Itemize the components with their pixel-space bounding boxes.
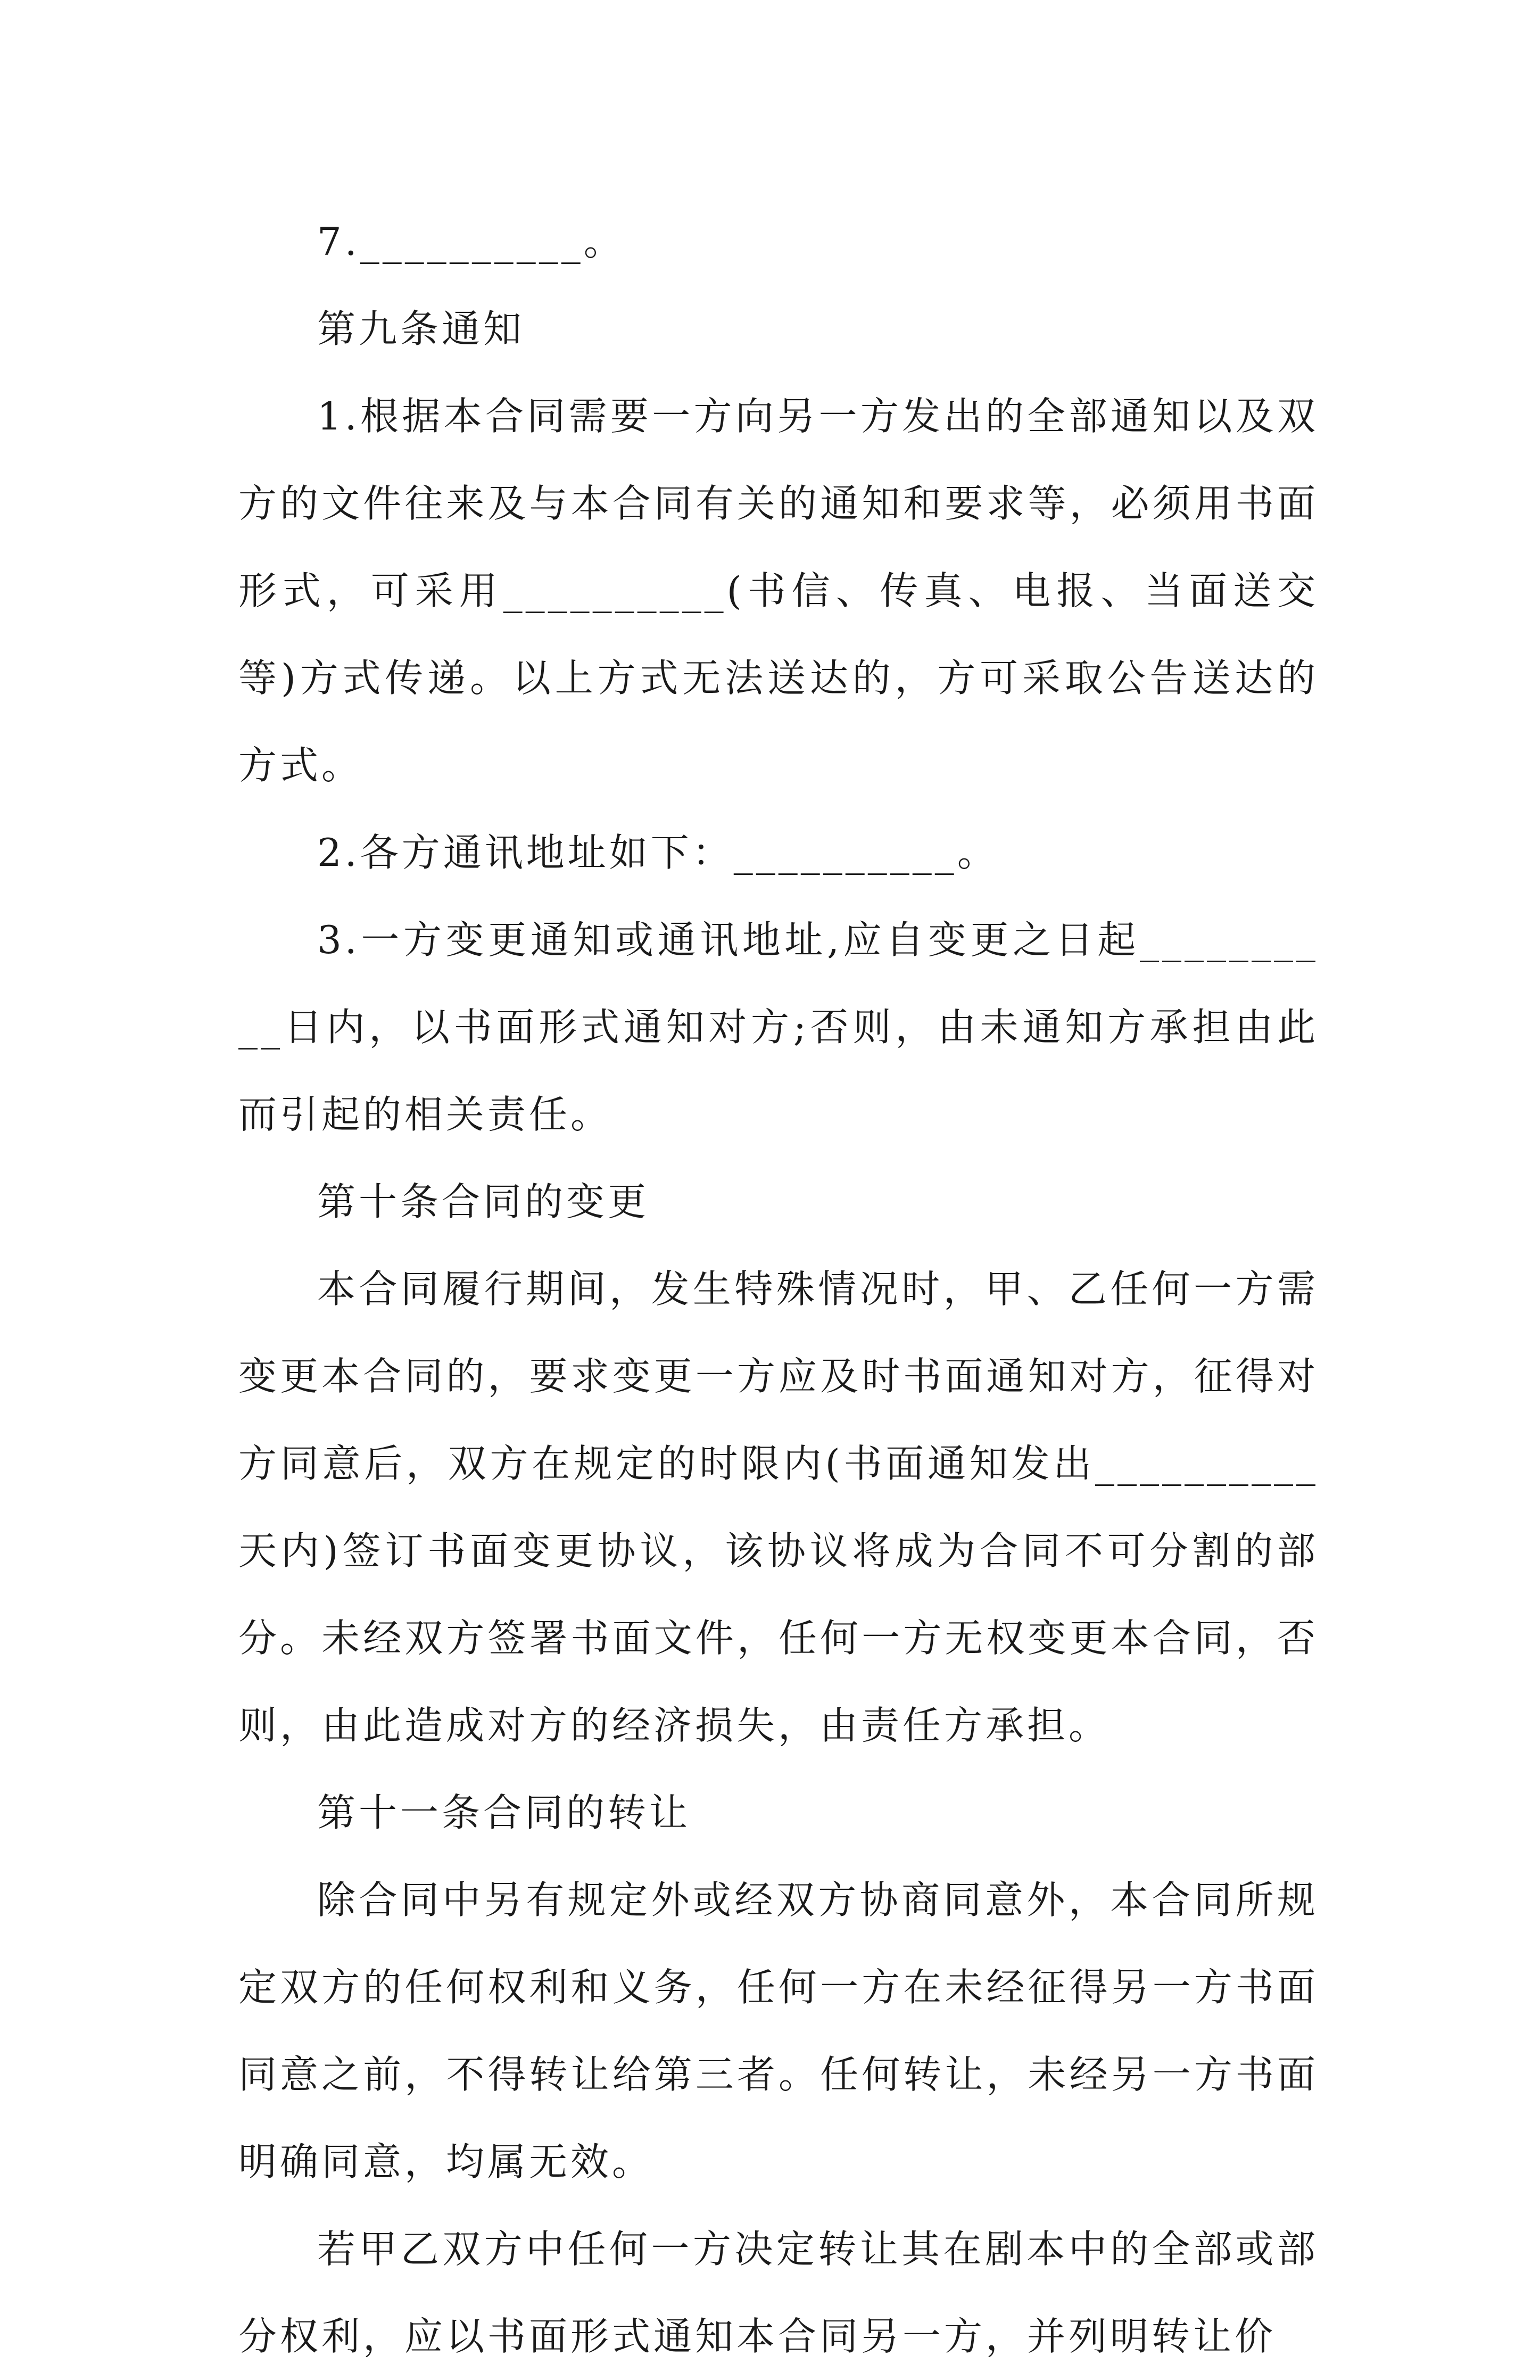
article-11-body-2: 若甲乙双方中任何一方决定转让其在剧本中的全部或部分权利，应以书面形式通知本合同另一方，并列明转让价: [238, 2227, 1319, 2359]
article-9-item-2: 2.各方通讯地址如下：__________。: [317, 830, 999, 875]
article-9-item-3: 3.一方变更通知或通讯地址,应自变更之日起__________日内，以书面形式通知对方;否则，由未通知方承担由此而引起的相关责任。: [238, 918, 1319, 1137]
article-9-item-1: 1.根据本合同需要一方向另一方发出的全部通知以及双方的文件往来及与本合同有关的通知和要求等，必须用书面形式，可采用__________(书信、传真、电报、当面送交等)方式传递。以上方式无法送达的，方可采取公告送达的方式。: [238, 394, 1319, 788]
clause-8-item-7: 7.__________。: [317, 219, 625, 264]
article-11-body: 除合同中另有规定外或经双方协商同意外，本合同所规定双方的任何权利和义务，任何一方在未经征得另一方书面同意之前，不得转让给第三者。任何转让，未经另一方书面明确同意，均属无效。: [238, 1878, 1319, 2184]
article-11-heading: 第十一条合同的转让: [317, 1790, 691, 1835]
article-10-body: 本合同履行期间，发生特殊情况时，甲、乙任何一方需变更本合同的，要求变更一方应及时书面通知对方，征得对方同意后，双方在规定的时限内(书面通知发出__________天内)签订书面变更协议，该协议将成为合同不可分割的部分。未经双方签署书面文件，任何一方无权变更本合同，否则，由此造成对方的经济损失，由责任方承担。: [238, 1267, 1319, 1748]
article-10-heading: 第十条合同的变更: [317, 1179, 650, 1224]
document-body: [238, 198, 1319, 2380]
article-9-heading: 第九条通知: [317, 307, 525, 351]
